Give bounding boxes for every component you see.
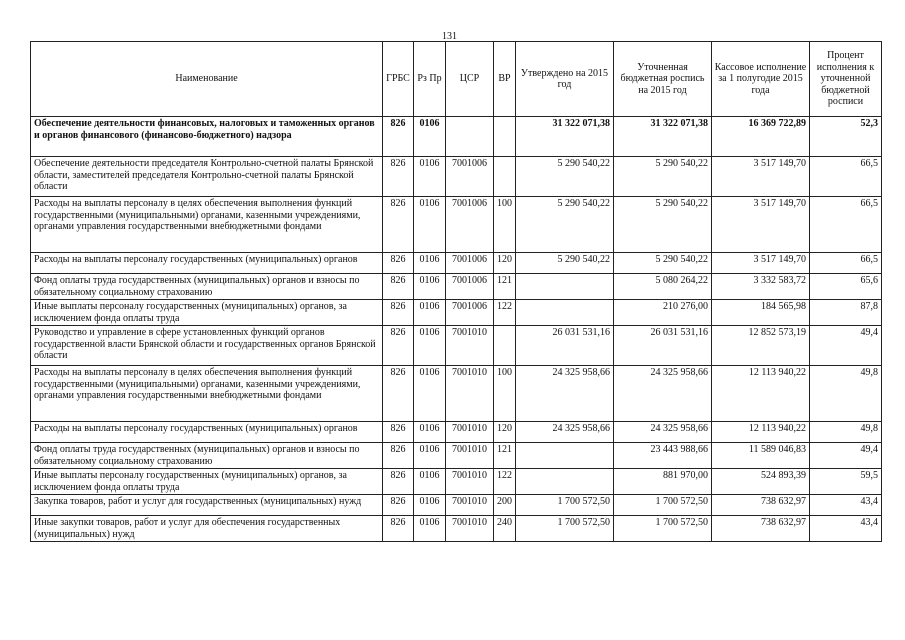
table-row <box>31 197 882 253</box>
cell-rzpr: 0106 <box>414 366 446 422</box>
cell-name: Фонд оплаты труда государственных (муниципальных) органов и взносы по обязательному социальному страхованию <box>31 274 383 300</box>
cell-rzpr: 0106 <box>414 157 446 197</box>
cell-cash: 3 332 583,72 <box>712 274 810 300</box>
budget-execution-table <box>30 41 882 542</box>
cell-refined: 1 700 572,50 <box>614 495 712 516</box>
cell-percent: 66,5 <box>810 197 882 253</box>
header-approved: Утверждено на 2015 год <box>516 42 614 117</box>
cell-csr: 7001006 <box>446 253 494 274</box>
cell-csr: 7001006 <box>446 300 494 326</box>
cell-percent: 52,3 <box>810 117 882 157</box>
cell-cash: 738 632,97 <box>712 495 810 516</box>
table-row <box>31 443 882 469</box>
cell-vr <box>494 157 516 197</box>
cell-grbs: 826 <box>383 157 414 197</box>
table-row <box>31 253 882 274</box>
cell-cash: 3 517 149,70 <box>712 253 810 274</box>
cell-name: Обеспечение деятельности финансовых, налоговых и таможенных органов и органов финансового (финансово-бюджетного) надзора <box>31 117 383 157</box>
cell-cash: 3 517 149,70 <box>712 197 810 253</box>
cell-vr: 120 <box>494 253 516 274</box>
header-rzpr: Рз Пр <box>414 42 446 117</box>
cell-csr: 7001010 <box>446 326 494 366</box>
cell-refined: 210 276,00 <box>614 300 712 326</box>
cell-csr: 7001010 <box>446 366 494 422</box>
cell-csr: 7001010 <box>446 516 494 542</box>
table-header <box>31 42 882 117</box>
cell-percent: 87,8 <box>810 300 882 326</box>
cell-grbs: 826 <box>383 469 414 495</box>
cell-csr <box>446 117 494 157</box>
cell-vr: 121 <box>494 274 516 300</box>
cell-refined: 24 325 958,66 <box>614 366 712 422</box>
cell-csr: 7001006 <box>446 274 494 300</box>
cell-name: Иные выплаты персоналу государственных (муниципальных) органов, за исключением фонда оплаты труда <box>31 300 383 326</box>
cell-cash: 3 517 149,70 <box>712 157 810 197</box>
cell-percent: 59,5 <box>810 469 882 495</box>
cell-cash: 12 113 940,22 <box>712 366 810 422</box>
table-row <box>31 274 882 300</box>
cell-name: Фонд оплаты труда государственных (муниципальных) органов и взносы по обязательному социальному страхованию <box>31 443 383 469</box>
header-csr: ЦСР <box>446 42 494 117</box>
cell-grbs: 826 <box>383 300 414 326</box>
cell-refined: 24 325 958,66 <box>614 422 712 443</box>
cell-name: Руководство и управление в сфере установленных функций органов государственной власти Брянской области и государственных органов Брянской области <box>31 326 383 366</box>
cell-refined: 881 970,00 <box>614 469 712 495</box>
cell-csr: 7001010 <box>446 495 494 516</box>
cell-vr: 200 <box>494 495 516 516</box>
cell-refined: 31 322 071,38 <box>614 117 712 157</box>
cell-rzpr: 0106 <box>414 469 446 495</box>
cell-refined: 5 290 540,22 <box>614 157 712 197</box>
cell-name: Расходы на выплаты персоналу государственных (муниципальных) органов <box>31 253 383 274</box>
cell-name: Расходы на выплаты персоналу в целях обеспечения выполнения функций государственными (муниципальными) органами, казенными учреждениями, органами управления государственными внебюджетными фондами <box>31 197 383 253</box>
table-body <box>31 117 882 542</box>
page-number: 131 <box>442 31 457 42</box>
header-vr: ВР <box>494 42 516 117</box>
cell-grbs: 826 <box>383 516 414 542</box>
cell-vr: 100 <box>494 197 516 253</box>
cell-grbs: 826 <box>383 253 414 274</box>
header-percent: Процент исполнения к уточненной бюджетной росписи <box>810 42 882 117</box>
cell-refined: 26 031 531,16 <box>614 326 712 366</box>
cell-approved <box>516 469 614 495</box>
cell-rzpr: 0106 <box>414 422 446 443</box>
cell-csr: 7001010 <box>446 422 494 443</box>
cell-cash: 738 632,97 <box>712 516 810 542</box>
cell-approved: 1 700 572,50 <box>516 516 614 542</box>
table-row <box>31 516 882 542</box>
cell-name: Закупка товаров, работ и услуг для государственных (муниципальных) нужд <box>31 495 383 516</box>
cell-percent: 49,4 <box>810 443 882 469</box>
table-row <box>31 469 882 495</box>
cell-vr: 121 <box>494 443 516 469</box>
cell-rzpr: 0106 <box>414 443 446 469</box>
cell-grbs: 826 <box>383 495 414 516</box>
cell-rzpr: 0106 <box>414 197 446 253</box>
table-row <box>31 326 882 366</box>
table-row <box>31 495 882 516</box>
cell-vr: 122 <box>494 300 516 326</box>
cell-approved: 26 031 531,16 <box>516 326 614 366</box>
cell-percent: 49,8 <box>810 422 882 443</box>
header-cash: Кассовое исполнение за 1 полугодие 2015 года <box>712 42 810 117</box>
cell-percent: 49,8 <box>810 366 882 422</box>
table-row <box>31 157 882 197</box>
cell-cash: 12 852 573,19 <box>712 326 810 366</box>
table-row <box>31 366 882 422</box>
cell-cash: 184 565,98 <box>712 300 810 326</box>
cell-vr: 100 <box>494 366 516 422</box>
cell-approved <box>516 274 614 300</box>
cell-percent: 65,6 <box>810 274 882 300</box>
table-row <box>31 117 882 157</box>
cell-vr: 240 <box>494 516 516 542</box>
table-row <box>31 300 882 326</box>
table-row <box>31 422 882 443</box>
cell-grbs: 826 <box>383 326 414 366</box>
cell-cash: 11 589 046,83 <box>712 443 810 469</box>
cell-grbs: 826 <box>383 422 414 443</box>
cell-refined: 5 290 540,22 <box>614 253 712 274</box>
cell-refined: 23 443 988,66 <box>614 443 712 469</box>
cell-csr: 7001006 <box>446 157 494 197</box>
header-row <box>31 42 882 117</box>
cell-name: Иные выплаты персоналу государственных (муниципальных) органов, за исключением фонда оплаты труда <box>31 469 383 495</box>
cell-cash: 524 893,39 <box>712 469 810 495</box>
cell-approved: 5 290 540,22 <box>516 253 614 274</box>
cell-name: Обеспечение деятельности председателя Контрольно-счетной палаты Брянской области, заместителей председателя Контрольно-счетной палаты Брянской области <box>31 157 383 197</box>
cell-approved: 5 290 540,22 <box>516 157 614 197</box>
cell-vr <box>494 326 516 366</box>
cell-vr: 120 <box>494 422 516 443</box>
cell-grbs: 826 <box>383 117 414 157</box>
cell-grbs: 826 <box>383 274 414 300</box>
cell-cash: 12 113 940,22 <box>712 422 810 443</box>
cell-approved: 1 700 572,50 <box>516 495 614 516</box>
cell-csr: 7001006 <box>446 197 494 253</box>
cell-rzpr: 0106 <box>414 253 446 274</box>
header-name: Наименование <box>31 42 383 117</box>
cell-rzpr: 0106 <box>414 516 446 542</box>
cell-name: Расходы на выплаты персоналу государственных (муниципальных) органов <box>31 422 383 443</box>
cell-csr: 7001010 <box>446 469 494 495</box>
cell-percent: 49,4 <box>810 326 882 366</box>
cell-percent: 66,5 <box>810 253 882 274</box>
cell-approved: 24 325 958,66 <box>516 366 614 422</box>
cell-refined: 1 700 572,50 <box>614 516 712 542</box>
cell-percent: 66,5 <box>810 157 882 197</box>
cell-rzpr: 0106 <box>414 274 446 300</box>
cell-vr: 122 <box>494 469 516 495</box>
cell-rzpr: 0106 <box>414 300 446 326</box>
cell-name: Расходы на выплаты персоналу в целях обеспечения выполнения функций государственными (муниципальными) органами, казенными учреждениями, органами управления государственными внебюджетными фондами <box>31 366 383 422</box>
cell-approved: 5 290 540,22 <box>516 197 614 253</box>
cell-percent: 43,4 <box>810 516 882 542</box>
cell-name: Иные закупки товаров, работ и услуг для обеспечения государственных (муниципальных) нужд <box>31 516 383 542</box>
header-refined: Уточненная бюджетная роспись на 2015 год <box>614 42 712 117</box>
cell-rzpr: 0106 <box>414 326 446 366</box>
cell-rzpr: 0106 <box>414 495 446 516</box>
cell-approved <box>516 443 614 469</box>
cell-csr: 7001010 <box>446 443 494 469</box>
cell-approved: 24 325 958,66 <box>516 422 614 443</box>
cell-grbs: 826 <box>383 366 414 422</box>
cell-cash: 16 369 722,89 <box>712 117 810 157</box>
cell-approved: 31 322 071,38 <box>516 117 614 157</box>
cell-rzpr: 0106 <box>414 117 446 157</box>
cell-approved <box>516 300 614 326</box>
cell-vr <box>494 117 516 157</box>
cell-refined: 5 290 540,22 <box>614 197 712 253</box>
cell-grbs: 826 <box>383 443 414 469</box>
cell-percent: 43,4 <box>810 495 882 516</box>
cell-refined: 5 080 264,22 <box>614 274 712 300</box>
header-grbs: ГРБС <box>383 42 414 117</box>
cell-grbs: 826 <box>383 197 414 253</box>
